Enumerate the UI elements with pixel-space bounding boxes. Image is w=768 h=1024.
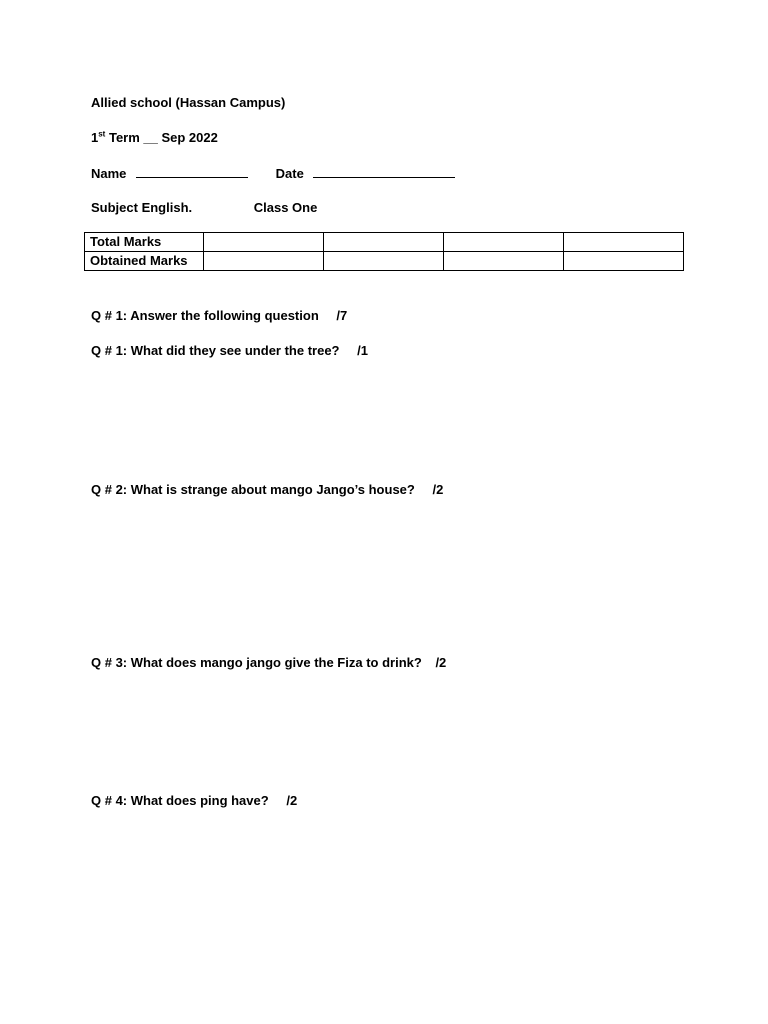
question-marks: /2 xyxy=(286,793,298,808)
question-4 xyxy=(91,793,297,809)
marks-cell xyxy=(444,233,564,252)
question-marks: /1 xyxy=(357,343,368,358)
question-2 xyxy=(91,482,443,498)
term-text: Term __ Sep 2022 xyxy=(105,130,218,145)
marks-cell xyxy=(204,252,324,271)
marks-cell xyxy=(324,233,444,252)
name-date-line xyxy=(91,165,455,182)
name-label: Name xyxy=(91,166,127,181)
question-3 xyxy=(91,655,446,671)
term-suffix: st xyxy=(98,129,106,139)
date-label: Date xyxy=(275,166,304,181)
school-name: Allied school (Hassan Campus) xyxy=(91,95,286,110)
total-marks-row xyxy=(85,233,684,252)
question-1 xyxy=(91,343,368,359)
obtained-marks-label: Obtained Marks xyxy=(85,252,204,271)
section-heading xyxy=(91,308,347,324)
marks-cell xyxy=(564,252,684,271)
question-marks: /2 xyxy=(435,655,447,670)
marks-cell xyxy=(564,233,684,252)
marks-table xyxy=(84,232,684,271)
question-text: Q # 2: What is strange about mango Jango’s house? xyxy=(91,482,415,497)
class-label: Class One xyxy=(253,200,318,215)
subject-label: Subject English. xyxy=(91,200,193,215)
question-marks: /2 xyxy=(432,482,444,497)
marks-cell xyxy=(324,252,444,271)
question-text: Q # 4: What does ping have? xyxy=(91,793,269,808)
obtained-marks-row xyxy=(85,252,684,271)
term-line xyxy=(91,130,218,146)
subject-class-line xyxy=(91,200,317,216)
marks-cell xyxy=(204,233,324,252)
name-blank xyxy=(136,165,248,178)
section-title: Q # 1: Answer the following question xyxy=(91,308,319,323)
date-blank xyxy=(313,165,455,178)
term-number: 1 xyxy=(91,130,99,145)
marks-cell xyxy=(444,252,564,271)
total-marks-label: Total Marks xyxy=(85,233,204,252)
question-text: Q # 1: What did they see under the tree? xyxy=(91,343,340,358)
section-marks: /7 xyxy=(336,308,348,323)
question-text: Q # 3: What does mango jango give the Fiza to drink? xyxy=(91,655,422,670)
